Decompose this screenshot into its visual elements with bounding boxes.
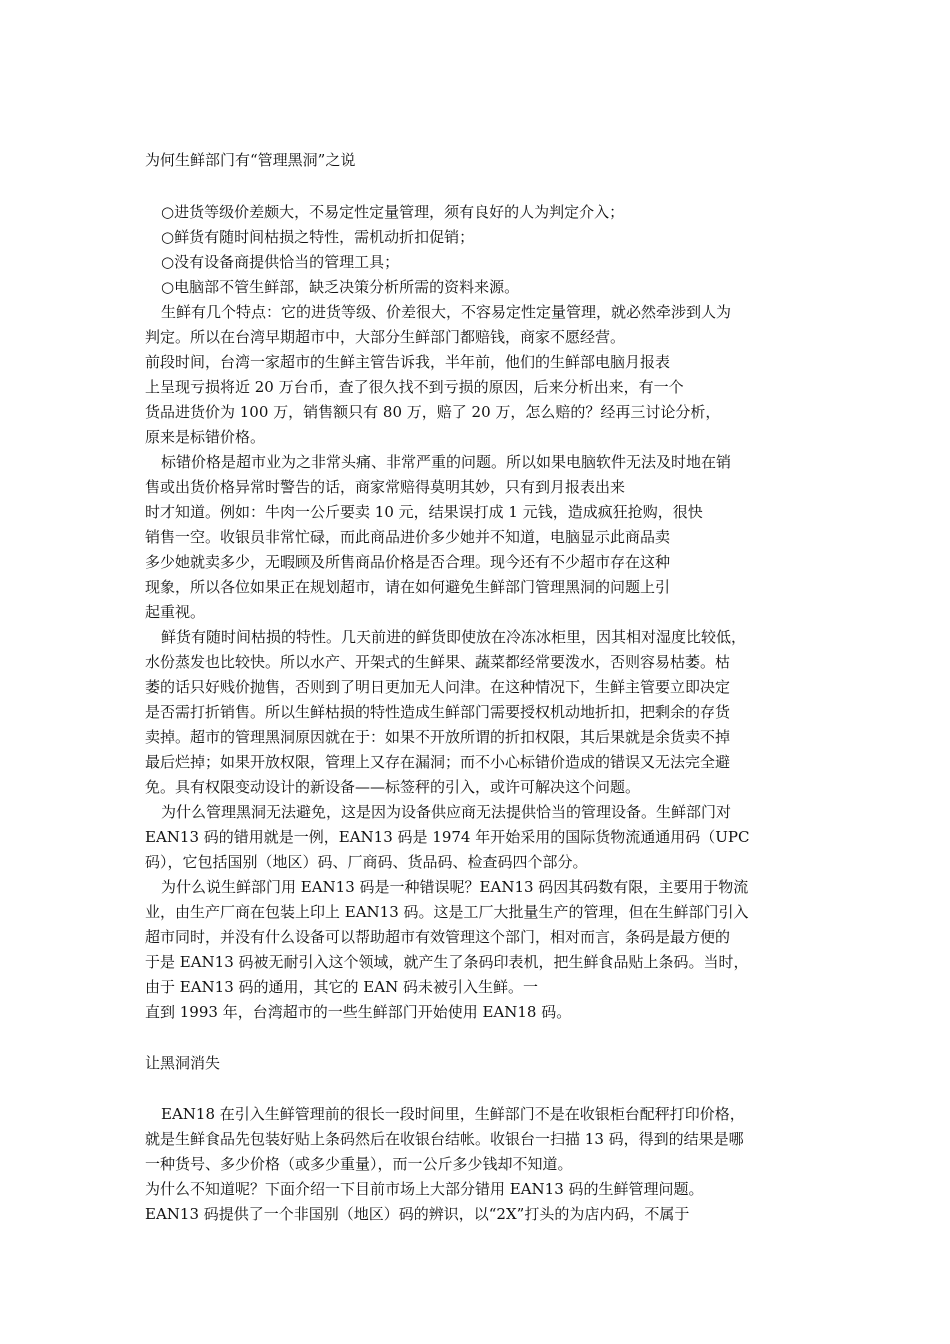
paragraph-line: 时才知道。例如：牛肉一公斤要卖 10 元，结果误打成 1 元钱，造成疯狂抢购，很快	[145, 503, 703, 521]
paragraph-line: 前段时间，台湾一家超市的生鲜主管告诉我，半年前，他们的生鲜部电脑月报表	[145, 353, 671, 371]
paragraph-line: 业，由生产厂商在包装上印上 EAN13 码。这是工厂大批量生产的管理，但在生鲜部门引入	[145, 903, 749, 921]
paragraph-line: 售或出货价格异常时警告的话，商家常赔得莫明其妙，只有到月报表出来	[145, 478, 626, 496]
paragraph-line: 为什么说生鲜部门用 EAN13 码是一种错误呢？EAN13 码因其码数有限，主要用于物流	[161, 878, 749, 896]
paragraph-line: 就是生鲜食品先包装好贴上条码然后在收银台结帐。收银台一扫描 13 码，得到的结果是哪	[145, 1130, 744, 1148]
bullet-item: ○电脑部不管生鲜部，缺乏决策分析所需的资料来源。	[161, 278, 520, 296]
paragraph-line: 起重视。	[145, 603, 206, 621]
paragraph-line: 由于 EAN13 码的通用，其它的 EAN 码未被引入生鲜。一	[145, 978, 538, 996]
paragraph-line: 原来是标错价格。	[145, 428, 266, 446]
paragraph-line: EAN13 码提供了一个非国别（地区）码的辨识，以“2X”打头的为店内码，不属于	[145, 1205, 690, 1223]
paragraph-line: 一种货号、多少价格（或多少重量），而一公斤多少钱却不知道。	[145, 1155, 573, 1173]
paragraph-line: 码），它包括国别（地区）码、厂商码、货品码、检查码四个部分。	[145, 853, 588, 871]
paragraph-line: 多少她就卖多少，无暇顾及所售商品价格是否合理。现今还有不少超市存在这种	[145, 553, 671, 571]
paragraph-line: 卖掉。超市的管理黑洞原因就在于：如果不开放所谓的折扣权限，其后果就是余货卖不掉	[145, 728, 731, 746]
paragraph-line: 免。具有权限变动设计的新设备——标签秤的引入，或许可解决这个问题。	[145, 778, 641, 796]
paragraph-line: 最后烂掉；如果开放权限，管理上又存在漏洞；而不小心标错价造成的错误又无法完全避	[145, 753, 731, 771]
paragraph-line: 萎的话只好贱价抛售，否则到了明日更加无人问津。在这种情况下，生鲜主管要立即决定	[145, 678, 731, 696]
paragraph-line: 超市同时，并没有什么设备可以帮助超市有效管理这个部门，相对而言，条码是最方便的	[145, 928, 731, 946]
paragraph-line: 为什么管理黑洞无法避免，这是因为设备供应商无法提供恰当的管理设备。生鲜部门对	[161, 803, 732, 821]
paragraph-line: 货品进货价为 100 万，销售额只有 80 万，赔了 20 万，怎么赔的？经再三讨论分析，	[145, 403, 721, 421]
paragraph-line: 现象，所以各位如果正在规划超市，请在如何避免生鲜部门管理黑洞的问题上引	[145, 578, 671, 596]
paragraph-line: 为什么不知道呢？下面介绍一下目前市场上大部分错用 EAN13 码的生鲜管理问题。	[145, 1180, 704, 1198]
paragraph-line: 销售一空。收银员非常忙碌，而此商品进价多少她并不知道，电脑显示此商品卖	[145, 528, 671, 546]
paragraph-line: EAN13 码的错用就是一例，EAN13 码是 1974 年开始采用的国际货物流通通用码（UPC	[145, 828, 750, 846]
paragraph-line: 判定。所以在台湾早期超市中，大部分生鲜部门都赔钱，商家不愿经营。	[145, 328, 626, 346]
paragraph-line: 鲜货有随时间枯损的特性。几天前进的鲜货即使放在冷冻冰柜里，因其相对湿度比较低，	[161, 628, 747, 646]
paragraph-line: 于是 EAN13 码被无耐引入这个领域，就产生了条码印表机，把生鲜食品贴上条码。当时，	[145, 953, 749, 971]
paragraph-line: EAN18 在引入生鲜管理前的很长一段时间里，生鲜部门不是在收银柜台配秤打印价格，	[161, 1105, 745, 1123]
paragraph-line: 水份蒸发也比较快。所以水产、开架式的生鲜果、蔬菜都经常要泼水，否则容易枯萎。枯	[145, 653, 731, 671]
paragraph-line: 生鲜有几个特点：它的进货等级、价差很大，不容易定性定量管理，就必然牵涉到人为	[161, 303, 732, 321]
paragraph-line: 上呈现亏损将近 20 万台币，查了很久找不到亏损的原因，后来分析出来，有一个	[145, 378, 684, 396]
paragraph-line: 直到 1993 年，台湾超市的一些生鲜部门开始使用 EAN18 码。	[145, 1003, 572, 1021]
paragraph-line: 是否需打折销售。所以生鲜枯损的特性造成生鲜部门需要授权机动地折扣，把剩余的存货	[145, 703, 731, 721]
bullet-item: ○鲜货有随时间枯损之特性，需机动折扣促销；	[161, 228, 475, 246]
bullet-item: ○进货等级价差颇大，不易定性定量管理，须有良好的人为判定介入；	[161, 203, 625, 221]
bullet-item: ○没有设备商提供恰当的管理工具；	[161, 253, 400, 271]
paragraph-line: 标错价格是超市业为之非常头痛、非常严重的问题。所以如果电脑软件无法及时地在销	[161, 453, 732, 471]
document-title: 为何生鲜部门有“管理黑洞”之说	[145, 151, 356, 169]
section-heading: 让黑洞消失	[145, 1054, 221, 1072]
